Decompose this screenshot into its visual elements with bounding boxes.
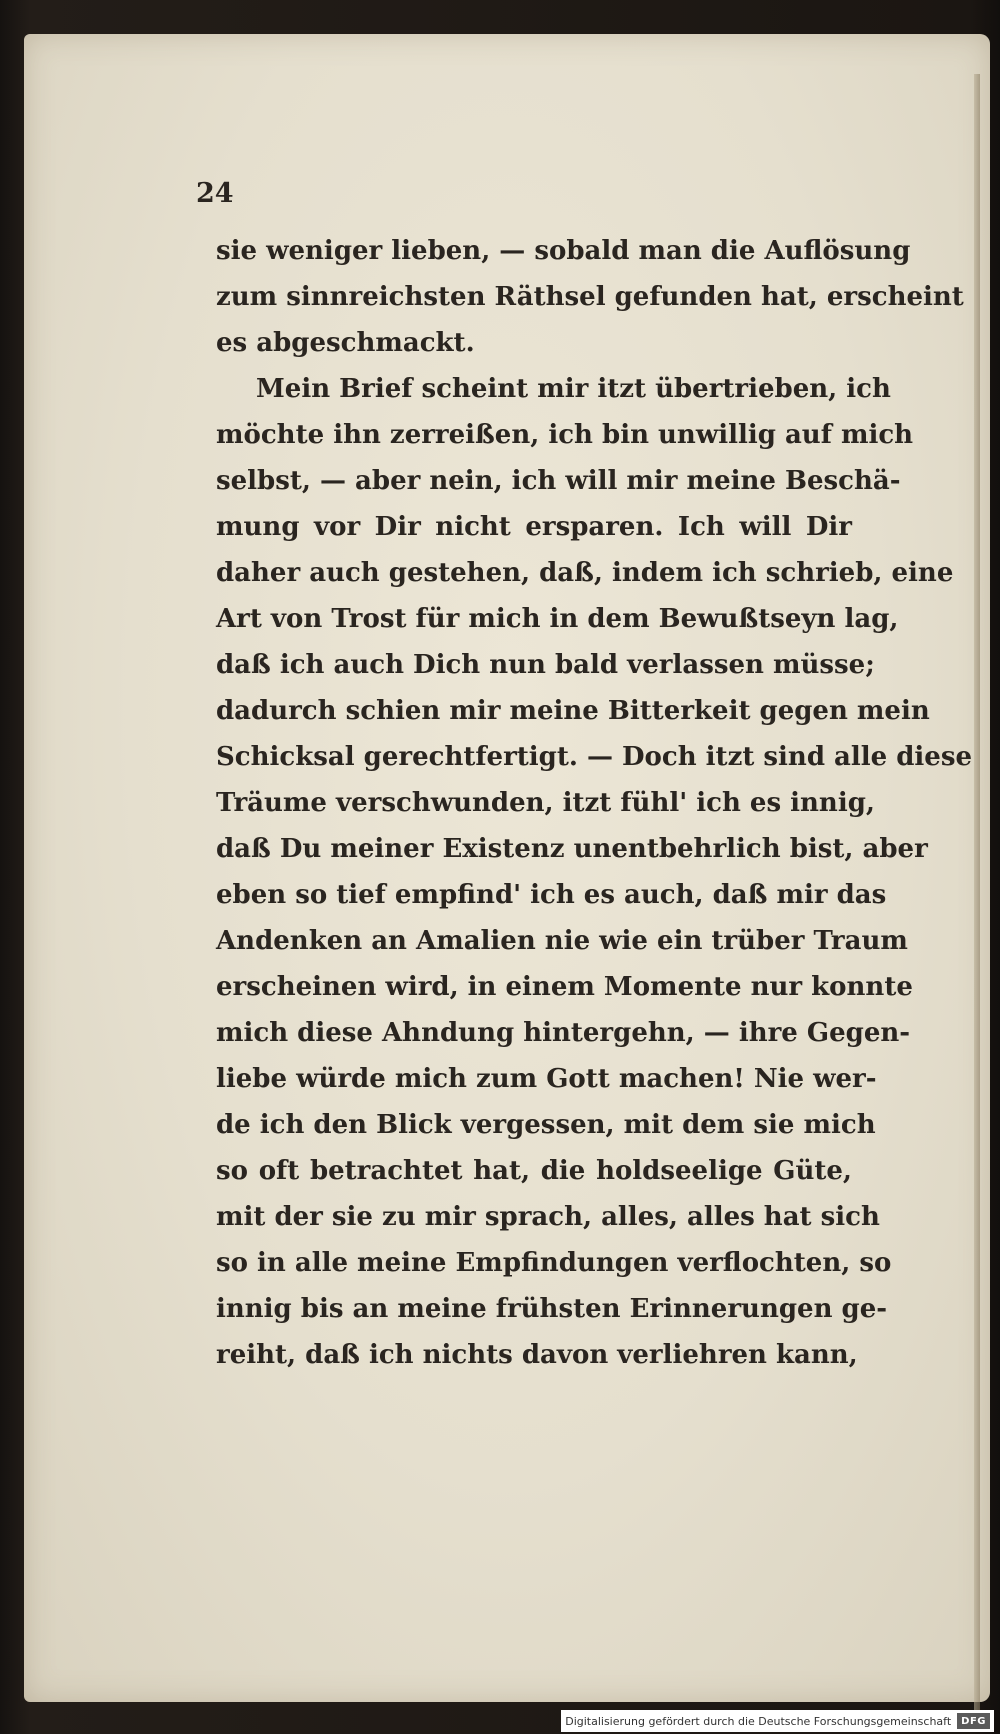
text-line: erscheinen wird, in einem Momente nur konnte	[216, 972, 913, 1002]
text-line: daher auch gestehen, daß, indem ich schrieb, eine	[216, 558, 954, 588]
text-line: Andenken an Amalien nie wie ein trüber Traum	[216, 926, 908, 956]
text-line: liebe würde mich zum Gott machen! Nie wer-	[216, 1064, 877, 1094]
text-line: innig bis an meine frühsten Erinnerungen ge-	[216, 1294, 888, 1324]
text-line: eben so tief empfind' ich es auch, daß mir das	[216, 880, 887, 910]
text-line: selbst, — aber nein, ich will mir meine Beschä-	[216, 466, 901, 496]
digitization-credit	[561, 1710, 994, 1732]
body-text	[216, 228, 973, 1378]
text-line: dadurch schien mir meine Bitterkeit gegen mein	[216, 696, 930, 726]
text-line: so in alle meine Empfindungen verflochten, so	[216, 1248, 892, 1278]
text-line: zum sinnreichsten Räthsel gefunden hat, erscheint	[216, 282, 964, 312]
text-line: mich diese Ahndung hintergehn, — ihre Gegen-	[216, 1018, 911, 1048]
text-line: Träume verschwunden, itzt fühl' ich es innig,	[216, 788, 875, 818]
dfg-logo-icon: DFG	[957, 1713, 990, 1729]
text-line: Art von Trost für mich in dem Bewußtseyn lag,	[216, 604, 899, 634]
text-line: sie weniger lieben, — sobald man die Auflösung	[216, 236, 911, 266]
text-line: reiht, daß ich nichts davon verliehren kann,	[216, 1340, 858, 1370]
credit-text: Digitalisierung gefördert durch die Deutsche Forschungsgemeinschaft	[565, 1714, 952, 1728]
text-line: Mein Brief scheint mir itzt übertrieben, ich	[256, 374, 891, 404]
text-line: de ich den Blick vergessen, mit dem sie mich	[216, 1110, 876, 1140]
text-line: daß ich auch Dich nun bald verlassen müsse;	[216, 650, 875, 680]
page-number: 24	[196, 178, 234, 209]
text-line: es abgeschmackt.	[216, 328, 475, 358]
text-line: mit der sie zu mir sprach, alles, alles hat sich	[216, 1202, 880, 1232]
text-line: Schicksal gerechtfertigt. — Doch itzt sind alle diese	[216, 742, 973, 772]
text-line: mung vor Dir nicht ersparen. Ich will Dir	[216, 512, 852, 542]
text-line: daß Du meiner Existenz unentbehrlich bist, aber	[216, 834, 928, 864]
text-line: möchte ihn zerreißen, ich bin unwillig auf mich	[216, 420, 914, 450]
page-edge	[974, 74, 980, 1714]
text-line: so oft betrachtet hat, die holdseelige Güte,	[216, 1156, 852, 1186]
